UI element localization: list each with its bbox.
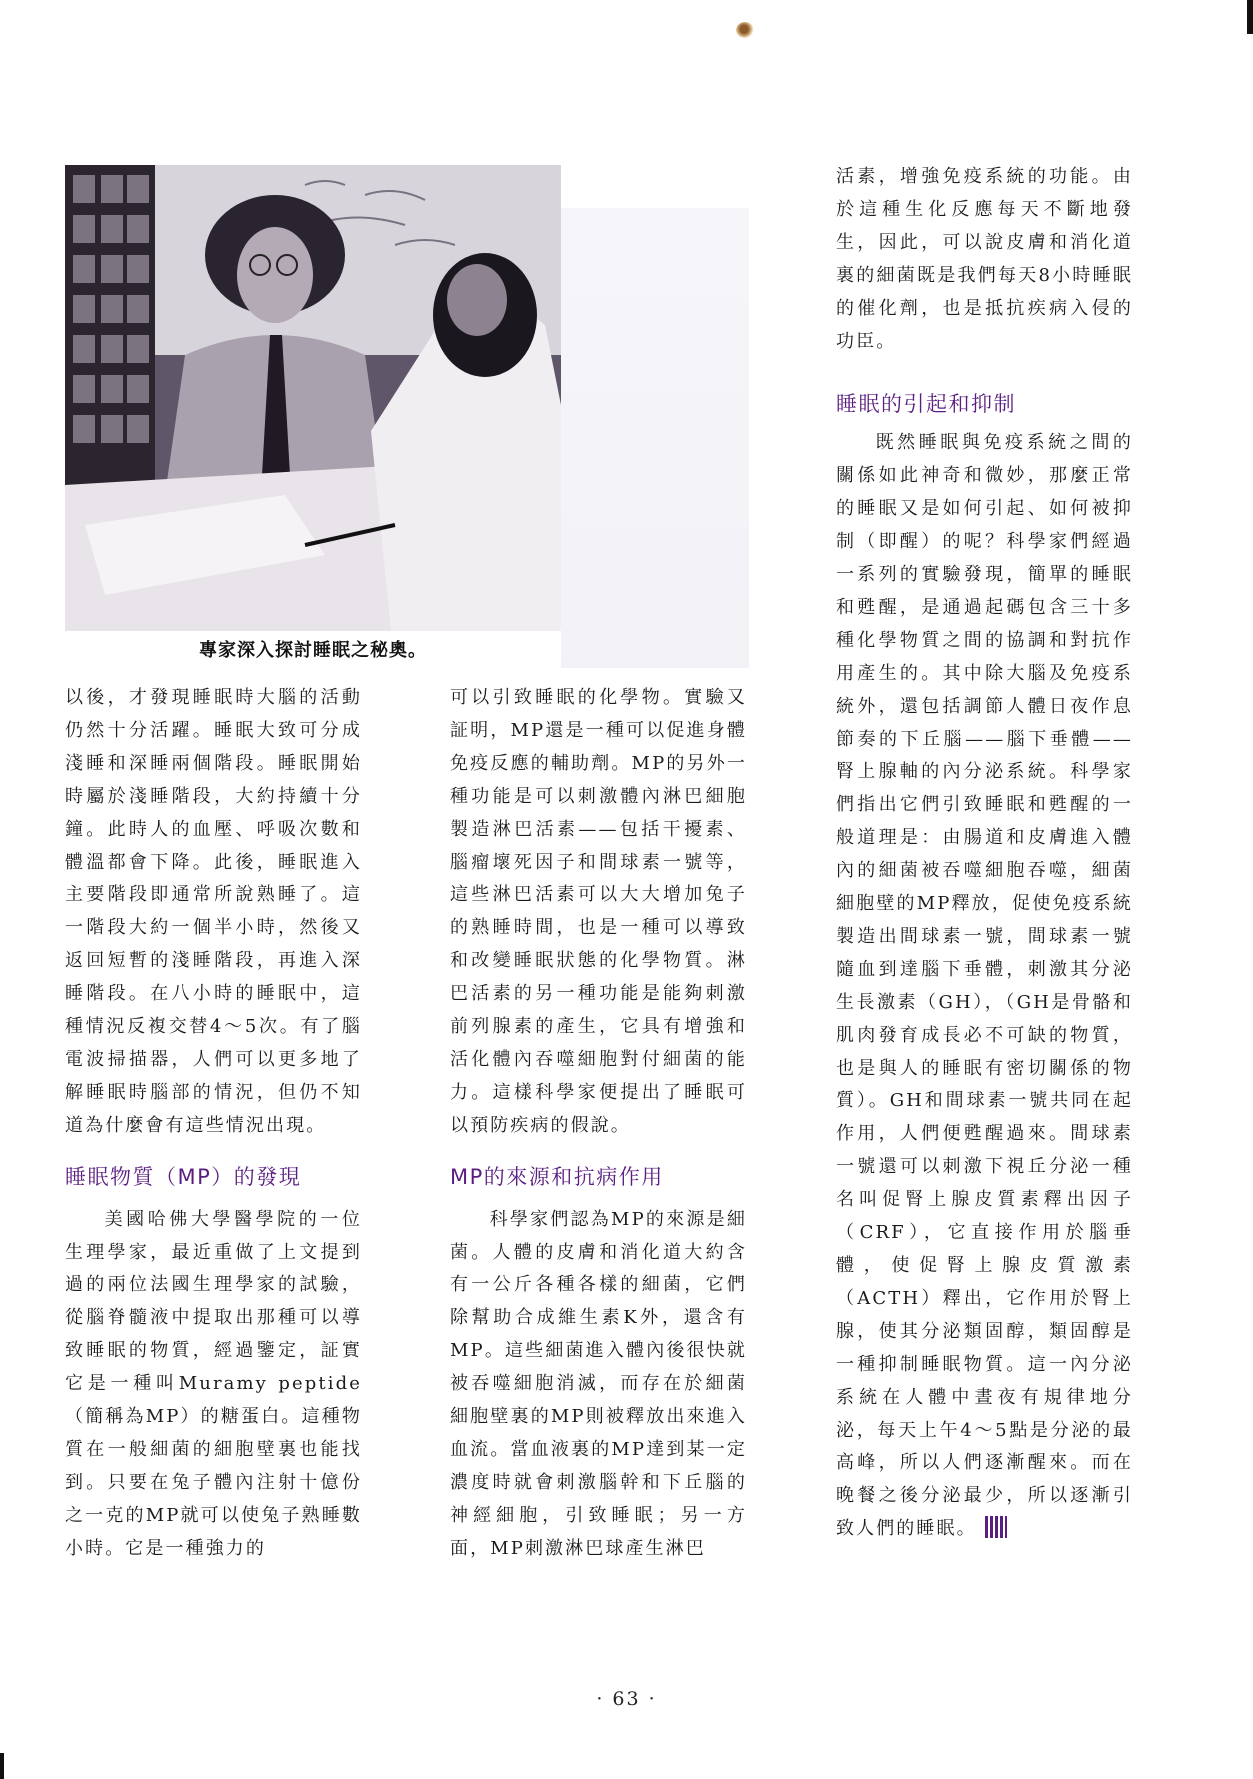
paragraph: 美國哈佛大學醫學院的一位生理學家，最近重做了上文提到過的兩位法國生理學家的試驗，從腦脊髓液中提取出那種可以導致睡眠的物質，經過鑒定，証實它是一種叫Muramy peptide（簡稱為MP）的糖蛋白。這種物質在一般細菌的細胞壁裏也能找到。只要在兔子體內注射十億份之一克的MP就可以使兔子熟睡數小時。它是一種強力的	[65, 1208, 362, 1559]
paragraph: 可以引致睡眠的化學物。實驗又証明，MP還是一種可以促進身體免疫反應的輔助劑。MP的另外一種功能是可以刺激體內淋巴細胞製造淋巴活素——包括干擾素、腦瘤壞死因子和間球素一號等，這些淋巴活素可以大大增加兔子的熟睡時間，也是一種可以導致和改變睡眠狀態的化學物質。淋巴活素的另一種功能是能夠刺激前列腺素的產生，它具有增強和活化體內吞噬細胞對付細菌的能力。這樣科學家便提出了睡眠可以預防疾病的假說。	[450, 687, 747, 1136]
section-heading-mp-source: MP的來源和抗病作用	[450, 1164, 664, 1189]
scan-edge-mark	[1247, 0, 1253, 34]
page-number: · 63 ·	[596, 1688, 657, 1710]
paragraph-with-end-mark	[836, 427, 1133, 1546]
scan-edge-mark-bottom	[0, 1753, 4, 1779]
paper-stain	[736, 22, 754, 38]
figure	[65, 165, 561, 635]
paragraph-text: 既然睡眠與免疫系統之間的關係如此神奇和微妙，那麼正常的睡眠又是如何引起、如何被抑制（即醒）的呢？科學家們經過一系列的實驗發現，簡單的睡眠和甦醒，是通過起碼包含三十多種化學物質之間的協調和對抗作用產生的。其中除大腦及免疫系統外，還包括調節人體日夜作息節奏的下丘腦——腦下垂體——腎上腺軸的內分泌系統。科學家們指出它們引致睡眠和甦醒的一般道理是：由腸道和皮膚進入體內的細菌被吞噬細胞吞噬，細菌細胞壁的MP釋放，促使免疫系統製造出間球素一號，間球素一號隨血到達腦下垂體，刺激其分泌生長激素（GH），（GH是骨骼和肌肉發育成長必不可缺的物質，也是與人的睡眠有密切關係的物質）。GH和間球素一號共同在起作用，人們便甦醒過來。間球素一號還可以刺激下視丘分泌一種名叫促腎上腺皮質素釋出因子（CRF），它直接作用於腦垂體，使促腎上腺皮質激素（ACTH）釋出，它作用於腎上腺，使其分泌類固醇，類固醇是一種抑制睡眠物質。這一內分泌系統在人體中晝夜有規律地分泌，每天上午4～5點是分泌的最高峰，所以人們逐漸醒來。而在晚餐之後分泌最少，所以逐漸引致人們的睡眠。	[836, 432, 1133, 1540]
column-3	[836, 161, 1133, 1546]
section-heading-sleep-regulation: 睡眠的引起和抑制	[836, 392, 1016, 417]
column-2	[450, 682, 747, 1566]
paragraph: 科學家們認為MP的來源是細菌。人體的皮膚和消化道大約含有一公斤各種各樣的細菌，它們除幫助合成維生素K外，還含有MP。這些細菌進入體內後很快就被吞噬細胞消滅，而存在於細菌細胞壁裏的MP則被釋放出來進入血流。當血液裏的MP達到某一定濃度時就會刺激腦幹和下丘腦的神經細胞，引致睡眠；另一方面，MP刺激淋巴球產生淋巴	[450, 1208, 747, 1559]
photo-illustration	[65, 165, 561, 631]
paragraph: 活素，增強免疫系統的功能。由於這種生化反應每天不斷地發生，因此，可以說皮膚和消化道裏的細菌既是我們每天8小時睡眠的催化劑，也是抵抗疾病入侵的功臣。	[836, 166, 1133, 352]
photo-two-scientists	[65, 165, 561, 631]
column-1	[65, 682, 362, 1566]
figure-caption: 專家深入探討睡眠之秘奧。	[199, 640, 427, 661]
paragraph: 以後，才發現睡眠時大腦的活動仍然十分活躍。睡眠大致可分成淺睡和深睡兩個階段。睡眠開始時屬於淺睡階段，大約持續十分鐘。此時人的血壓、呼吸次數和體溫都會下降。此後，睡眠進入主要階段即通常所說熟睡了。這一階段大約一個半小時，然後又返回短暫的淺睡階段，再進入深睡階段。在八小時的睡眠中，這種情況反複交替4～5次。有了腦電波掃描器，人們可以更多地了解睡眠時腦部的情況，但仍不知道為什麼會有這些情況出現。	[65, 687, 362, 1136]
end-of-article-icon	[985, 1516, 1007, 1538]
section-heading-mp-discovery: 睡眠物質（MP）的發現	[65, 1164, 302, 1189]
bleed-through-shadow	[561, 208, 749, 668]
